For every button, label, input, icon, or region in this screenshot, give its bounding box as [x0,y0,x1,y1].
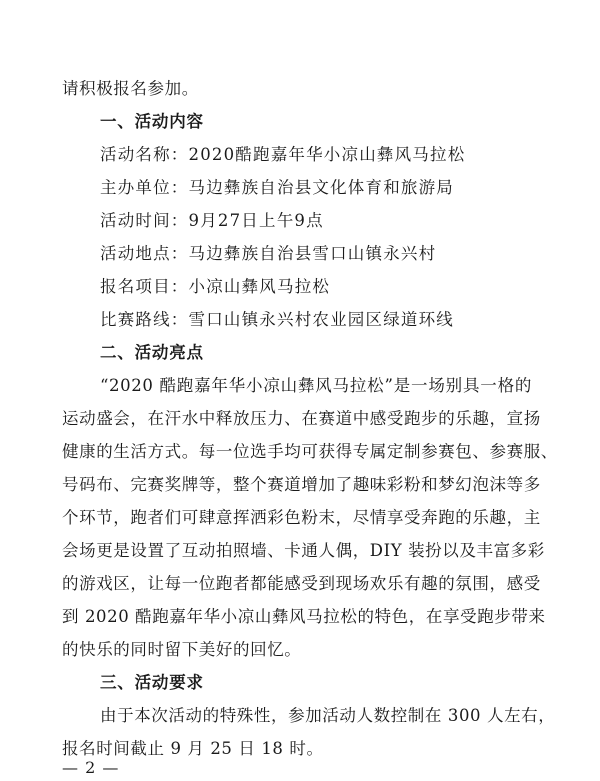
section-1-heading: 一、活动内容 [100,112,204,131]
activity-name-line: 活动名称：2020酷跑嘉年华小凉山彝风马拉松 [100,145,466,164]
organizer-line: 主办单位：马边彝族自治县文化体育和旅游局 [100,178,454,197]
highlights-paragraph-line: 的快乐的同时留下美好的回忆。 [62,640,302,659]
highlights-paragraph-line: 运动盛会，在汗水中释放压力、在赛道中感受跑步的乐趣，宣扬 [62,409,541,428]
highlights-paragraph-line: 会场更是设置了互动拍照墙、卡通人偶，DIY 装扮以及丰富多彩 [62,541,545,560]
activity-time-line: 活动时间：9月27日上午9点 [100,211,324,230]
highlights-paragraph-line: 号码布、完赛奖牌等，整个赛道增加了趣味彩粉和梦幻泡沫等多 [62,475,541,494]
race-route-line: 比赛路线：雪口山镇永兴村农业园区绿道环线 [100,310,454,329]
registration-item-line: 报名项目：小凉山彝风马拉松 [100,277,331,296]
section-3-heading: 三、活动要求 [100,673,204,692]
highlights-paragraph-line: 到 2020 酷跑嘉年华小凉山彝风马拉松的特色，在享受跑步带来 [62,607,546,626]
requirements-paragraph-line: 报名时间截止 9 月 25 日 18 时。 [62,739,324,758]
highlights-paragraph-line: “2020 酷跑嘉年华小凉山彝风马拉松”是一场别具一格的 [100,376,532,395]
highlights-paragraph-line: 个环节，跑者们可肆意挥洒彩色粉末，尽情享受奔跑的乐趣，主 [62,508,541,527]
highlights-paragraph-line: 健康的生活方式。每一位选手均可获得专属定制参赛包、参赛服、 [62,442,558,461]
section-2-heading: 二、活动亮点 [100,343,204,362]
page-number: — 2 — [62,758,120,777]
opening-line: 请积极报名参加。 [62,79,199,98]
requirements-paragraph-line: 由于本次活动的特殊性，参加活动人数控制在 300 人左右， [100,706,556,725]
highlights-paragraph-line: 的游戏区，让每一位跑者都能感受到现场欢乐有趣的氛围，感受 [62,574,541,593]
activity-location-line: 活动地点：马边彝族自治县雪口山镇永兴村 [100,244,437,263]
